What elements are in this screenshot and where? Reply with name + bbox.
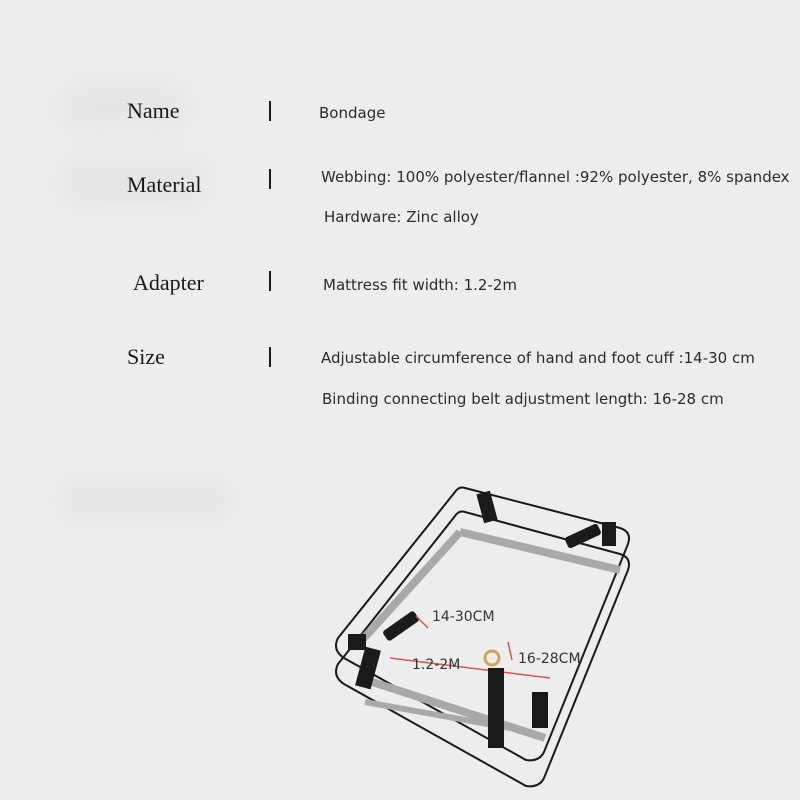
connector-top-right [564, 523, 602, 549]
spec-label-name: Name [127, 98, 180, 123]
spec-label-size: Size [127, 344, 165, 369]
connector-right-ring [602, 522, 616, 546]
background-blur [60, 480, 230, 520]
cuff-indicator [416, 616, 428, 628]
spec-value-material-webbing: Webbing: 100% polyester/flannel :92% polyester, 8% spandex [321, 168, 790, 186]
separator [269, 101, 271, 121]
connector-bottom-middle [488, 668, 504, 748]
spec-value-size-cuff: Adjustable circumference of hand and foot cuff :14-30 cm [321, 349, 755, 367]
spec-value-size-belt: Binding connecting belt adjustment length: 16-28 cm [322, 390, 724, 408]
spec-value-name: Bondage [319, 104, 386, 122]
width-size-label: 1.2-2M [412, 657, 461, 673]
connector-bottom-right [532, 692, 548, 728]
strap-top [460, 532, 620, 570]
belt-size-label: 16-28CM [518, 651, 581, 667]
separator [269, 271, 271, 291]
connector-left-corner [348, 634, 366, 650]
spec-label-adapter: Adapter [133, 270, 204, 295]
separator [269, 347, 271, 367]
d-ring [485, 651, 499, 665]
cuff-size-label: 14-30CM [432, 609, 495, 625]
spec-label-material: Material [127, 172, 202, 197]
mattress-strap-illustration [320, 470, 660, 790]
separator [269, 169, 271, 189]
spec-value-material-hardware: Hardware: Zinc alloy [324, 208, 479, 226]
belt-indicator [508, 642, 512, 660]
spec-value-adapter: Mattress fit width: 1.2-2m [323, 276, 518, 294]
strap-left [355, 532, 460, 648]
